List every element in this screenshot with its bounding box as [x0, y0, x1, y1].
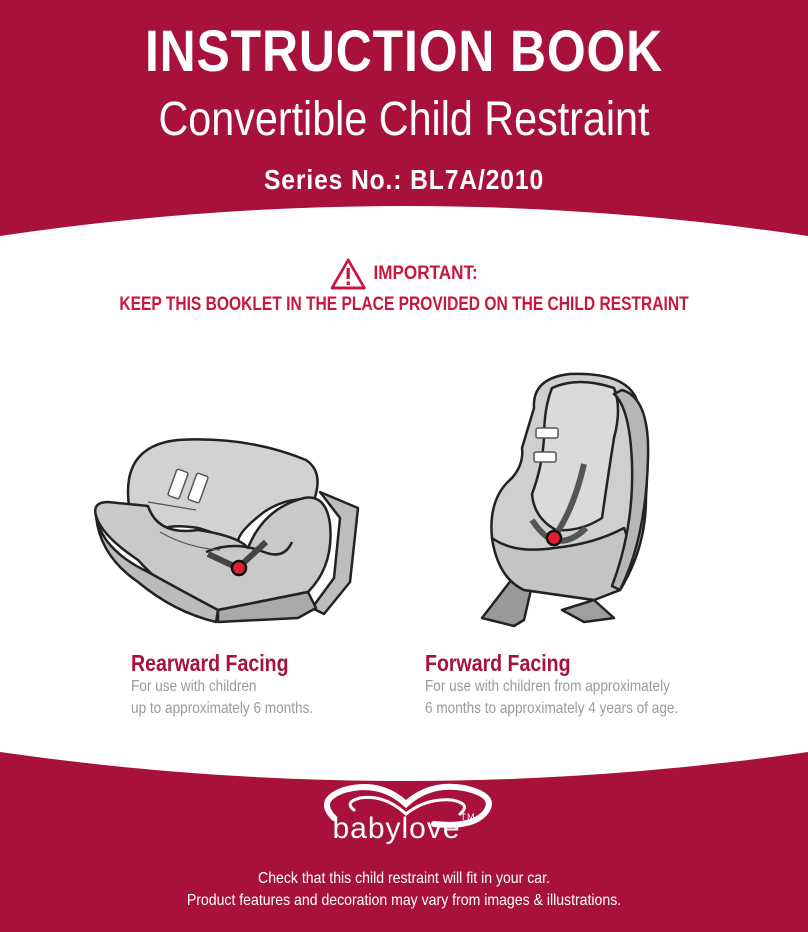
- warning-triangle-icon: [330, 258, 366, 290]
- rearward-facing-line-2: up to approximately 6 months.: [131, 700, 314, 717]
- series-number: Series No.: BL7A/2010: [263, 164, 545, 195]
- forward-facing-line-1: For use with children from approximately: [425, 678, 670, 695]
- trademark: TM: [460, 812, 476, 822]
- rearward-facing-title: Rearward Facing: [131, 650, 289, 676]
- book-title: INSTRUCTION BOOK: [144, 19, 664, 84]
- brand-name: babylove: [332, 812, 461, 845]
- important-label: IMPORTANT:: [373, 263, 478, 284]
- rearward-facing-seat-illustration: [88, 432, 388, 632]
- forward-facing-line-2: 6 months to approximately 4 years of age.: [425, 700, 679, 717]
- important-notice: [0, 258, 808, 316]
- keep-booklet-text: KEEP THIS BOOKLET IN THE PLACE PROVIDED ON THE CHILD RESTRAINT: [119, 294, 689, 315]
- forward-facing-seat-illustration: [474, 368, 674, 632]
- footer-line-1: Check that this child restraint will fit in your car.: [258, 870, 550, 887]
- rearward-facing-line-1: For use with children: [131, 678, 257, 695]
- forward-facing-caption: [425, 652, 723, 720]
- footer-note: [0, 868, 808, 912]
- product-subtitle: Convertible Child Restraint: [158, 93, 650, 146]
- forward-facing-title: Forward Facing: [425, 650, 571, 676]
- footer-line-2: Product features and decoration may vary from images & illustrations.: [186, 892, 622, 909]
- rearward-facing-caption: [131, 652, 345, 720]
- brand-wordmark: [0, 812, 808, 846]
